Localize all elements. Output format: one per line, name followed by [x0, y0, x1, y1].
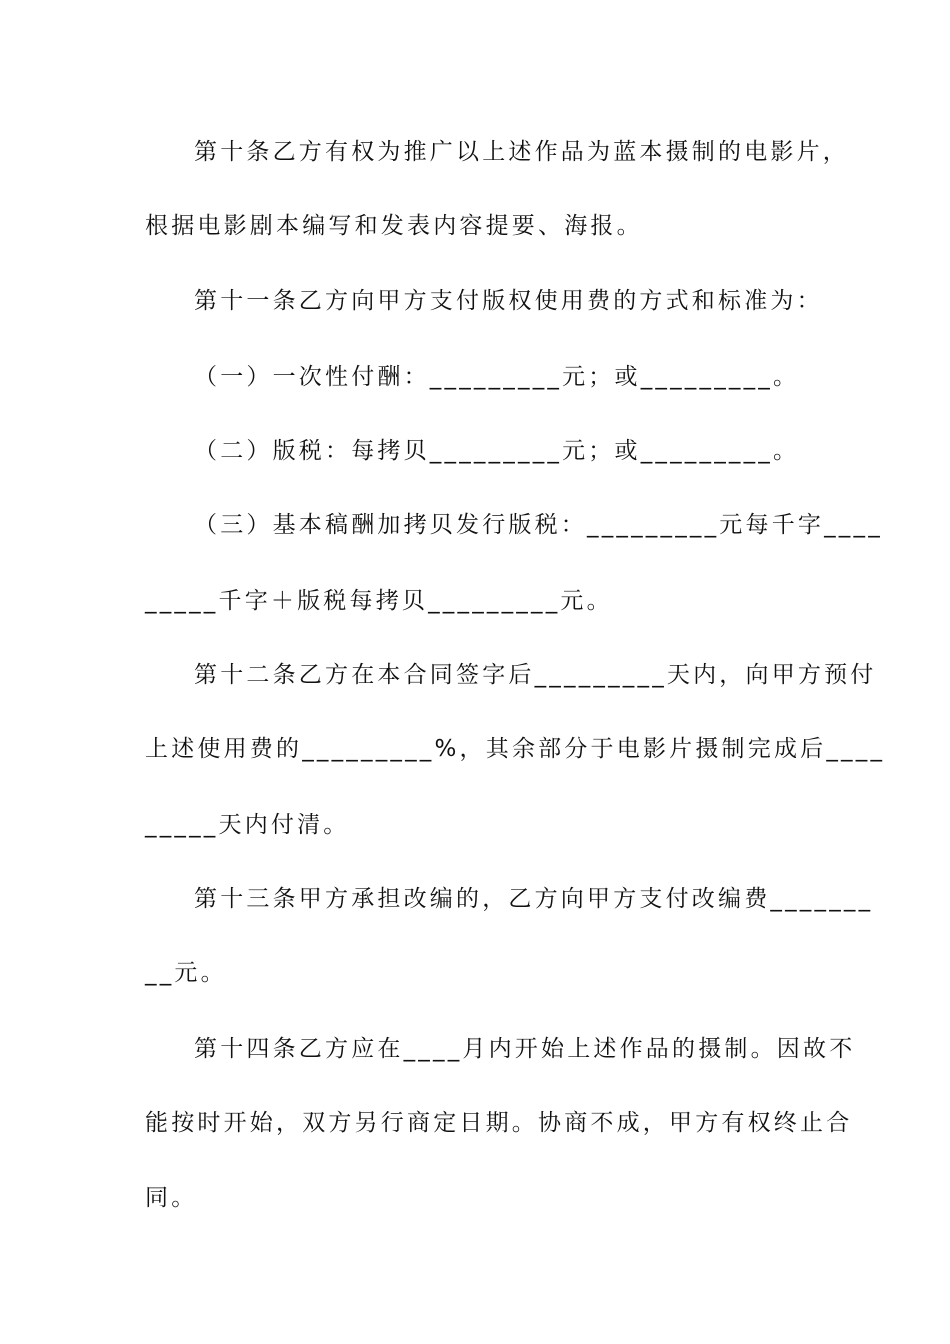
article-11-item-1: （一）一次性付酬：_________元；或_________。 [194, 364, 800, 390]
article-14-line-2: 能按时开始，双方另行商定日期。协商不成，甲方有权终止合 [145, 1110, 853, 1136]
article-12-line-1: 第十二条乙方在本合同签字后_________天内，向甲方预付 [194, 662, 877, 688]
article-14-line-3: 同。 [145, 1185, 198, 1211]
article-10-line-2: 根据电影剧本编写和发表内容提要、海报。 [145, 213, 643, 239]
article-13-line-2: __元。 [145, 960, 227, 986]
article-13-line-1: 第十三条甲方承担改编的，乙方向甲方支付改编费_______ [194, 886, 874, 912]
article-11-item-3-cont: _____千字＋版税每拷贝_________元。 [145, 588, 613, 614]
article-11-line-1: 第十一条乙方向甲方支付版权使用费的方式和标准为： [194, 288, 823, 314]
article-10-line-1: 第十条乙方有权为推广以上述作品为蓝本摄制的电影片， [194, 139, 849, 165]
article-12-line-2: 上述使用费的_________%，其余部分于电影片摄制完成后____ [145, 736, 886, 762]
article-14-line-1: 第十四条乙方应在____月内开始上述作品的摄制。因故不 [194, 1036, 856, 1062]
article-11-item-3: （三）基本稿酬加拷贝发行版税：_________元每千字____ [194, 512, 883, 538]
article-11-item-2: （二）版税：每拷贝_________元；或_________。 [194, 438, 800, 464]
article-12-line-3: _____天内付清。 [145, 812, 350, 838]
